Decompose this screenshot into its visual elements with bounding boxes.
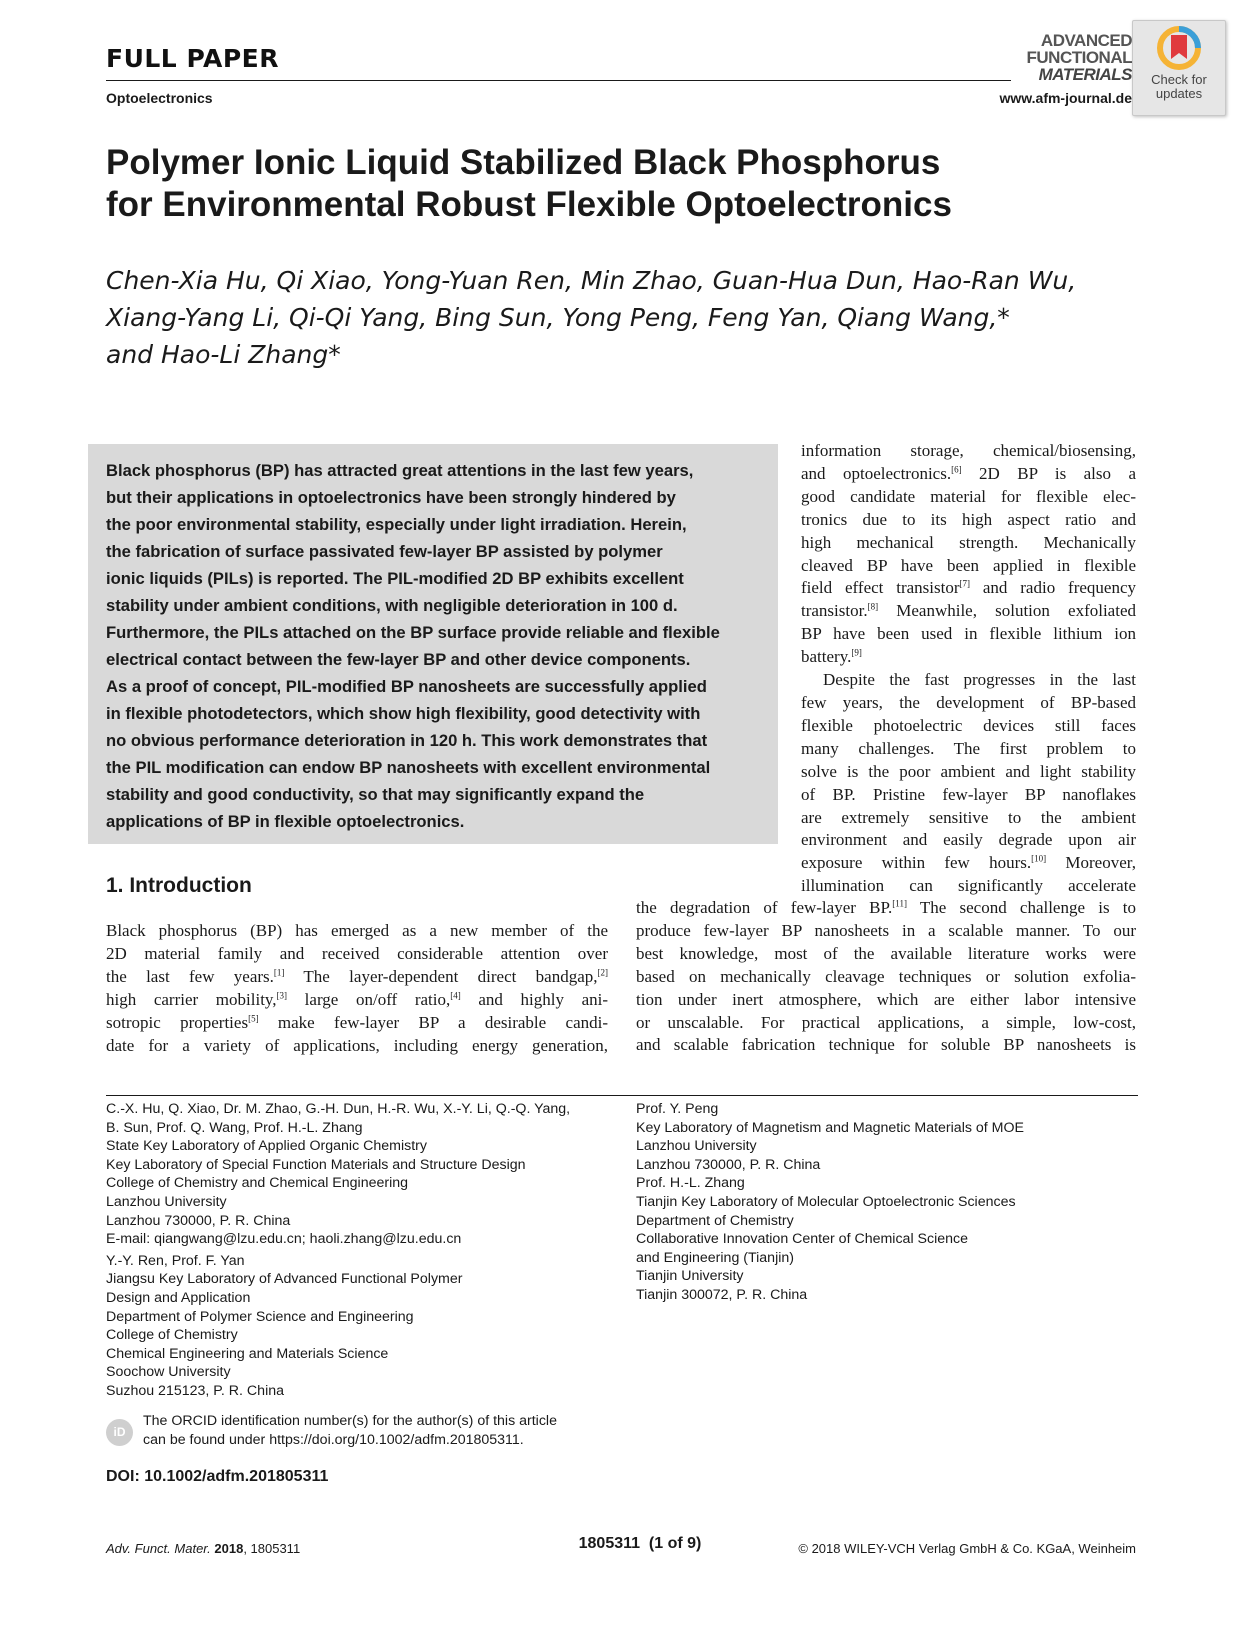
footnote-rule — [106, 1095, 1138, 1096]
subject-label: Optoelectronics — [106, 90, 213, 106]
footer-year: 2018 — [214, 1541, 244, 1556]
citation-link[interactable]: [7] — [959, 578, 971, 589]
check-for-updates-label-2: updates — [1155, 86, 1203, 101]
body-line: date for a variety of applications, including energy generation, — [106, 1035, 608, 1055]
affiliations-left — [106, 1100, 616, 1401]
affiliation-line: Key Laboratory of Magnetism and Magnetic Materials of MOE — [636, 1119, 1024, 1136]
affiliation-line: Tianjin 300072, P. R. China — [636, 1286, 808, 1303]
citation-link[interactable]: [10] — [1031, 853, 1047, 864]
affiliation-line: Prof. H.-L. Zhang — [636, 1175, 745, 1192]
affiliation-line: C.-X. Hu, Q. Xiao, Dr. M. Zhao, G.-H. Dun, H.-R. Wu, X.-Y. Li, Q.-Q. Yang, — [106, 1101, 571, 1117]
footer-citation — [106, 1541, 300, 1556]
affiliation-line: College of Chemistry — [106, 1327, 238, 1344]
author-line: and Hao-Li Zhang* — [106, 340, 341, 369]
citation-link[interactable]: [1] — [273, 967, 285, 978]
affiliation-line: Key Laboratory of Special Function Materials and Structure Design — [106, 1156, 526, 1173]
body-line: exposure within few hours.[10] Moreover, — [801, 853, 1136, 873]
body-column-right-bottom — [636, 897, 1136, 1057]
journal-logo[interactable] — [1014, 32, 1132, 83]
abstract-line: electrical contact between the few-layer BP and other device components. — [106, 650, 691, 669]
body-line: BP have been used in flexible lithium ion — [801, 624, 1136, 644]
abstract-line: but their applications in optoelectronics have been strongly hindered by — [106, 488, 676, 507]
affiliation-line: Lanzhou University — [106, 1193, 227, 1210]
abstract-line: the poor environmental stability, especially under light irradiation. Herein, — [106, 515, 687, 534]
affiliation-line: Lanzhou 730000, P. R. China — [636, 1156, 821, 1173]
body-line: based on mechanically cleavage techniques or solution exfolia- — [636, 966, 1136, 986]
abstract-line: the fabrication of surface passivated few-layer BP assisted by polymer — [106, 542, 663, 561]
body-line: tronics due to its high aspect ratio and — [801, 509, 1136, 529]
article-title — [106, 142, 1116, 226]
affiliation-line: Department of Chemistry — [636, 1212, 794, 1229]
body-line: illumination can significantly accelerate — [801, 876, 1136, 896]
title-line: for Environmental Robust Flexible Optoelectronics — [106, 185, 952, 224]
citation-link[interactable]: [6] — [951, 464, 962, 475]
abstract-line: applications of BP in flexible optoelectronics. — [106, 812, 465, 831]
crossmark-icon — [1156, 25, 1202, 71]
body-line: flexible photoelectric devices still faces — [801, 715, 1136, 735]
section-tag: FULL PAPER — [106, 44, 279, 73]
body-line: field effect transistor[7] and radio frequency — [801, 578, 1137, 598]
affiliation-line: and Engineering (Tianjin) — [636, 1249, 794, 1266]
affiliation-line: Soochow University — [106, 1364, 231, 1381]
body-line: high carrier mobility,[3] large on/off ratio,[4] and highly ani- — [106, 989, 609, 1009]
body-line: 2D material family and received considerable attention over — [106, 943, 608, 963]
title-line: Polymer Ionic Liquid Stabilized Black Phosphorus — [106, 143, 941, 182]
body-line: the degradation of few-layer BP.[11] The second challenge is to — [636, 898, 1136, 917]
citation-link[interactable]: [3] — [276, 990, 288, 1001]
email-line[interactable]: E-mail: qiangwang@lzu.edu.cn; haoli.zhang@lzu.edu.cn — [106, 1231, 462, 1248]
abstract-line: no obvious performance deterioration in 120 h. This work demonstrates that — [106, 731, 708, 750]
journal-logo-line-2: FUNCTIONAL — [1026, 48, 1132, 67]
body-line: Black phosphorus (BP) has emerged as a new member of the — [106, 921, 608, 940]
body-line: battery.[9] — [801, 647, 862, 667]
affiliation-line: Collaborative Innovation Center of Chemical Science — [636, 1231, 969, 1248]
footer-article-number: , 1805311 — [243, 1541, 301, 1556]
abstract-line: the PIL modification can endow BP nanosheets with excellent environmental — [106, 758, 711, 777]
body-column-right-top — [801, 440, 1136, 898]
check-for-updates-label-1: Check for — [1151, 72, 1207, 87]
affiliation-line: College of Chemistry and Chemical Engineering — [106, 1175, 409, 1192]
body-line: tion under inert atmosphere, which are either labor intensive — [636, 989, 1136, 1009]
journal-logo-line-3: MATERIALS — [1038, 65, 1132, 84]
orcid-link[interactable]: can be found under https://doi.org/10.1002/adfm.201805311. — [143, 1431, 524, 1448]
body-line: and scalable fabrication technique for soluble BP nanosheets is — [636, 1035, 1136, 1055]
abstract-line: As a proof of concept, PIL-modified BP nanosheets are successfully applied — [106, 677, 707, 696]
body-line: transistor.[8] Meanwhile, solution exfoliated — [801, 601, 1136, 621]
affiliation-line: Department of Polymer Science and Engineering — [106, 1308, 414, 1325]
abstract-line: Black phosphorus (BP) has attracted great attentions in the last few years, — [106, 461, 694, 480]
orcid-line: The ORCID identification number(s) for the author(s) of this article — [143, 1413, 557, 1429]
body-line: and optoelectronics.[6] 2D BP is also a — [801, 463, 1136, 483]
citation-link[interactable]: [9] — [851, 647, 862, 658]
affiliation-line: Chemical Engineering and Materials Science — [106, 1345, 389, 1362]
affiliation-line: Lanzhou 730000, P. R. China — [106, 1212, 291, 1229]
affiliation-line: Jiangsu Key Laboratory of Advanced Functional Polymer — [106, 1271, 463, 1288]
body-line: the last few years.[1] The layer-dependent direct bandgap,[2] — [106, 966, 608, 986]
affiliation-line: Tianjin Key Laboratory of Molecular Optoelectronic Sciences — [636, 1193, 1016, 1210]
orcid-note — [143, 1412, 557, 1449]
body-line: many challenges. The first problem to — [801, 738, 1136, 758]
abstract-text — [106, 457, 766, 835]
body-line: produce few-layer BP nanosheets in a scalable manner. To our — [636, 920, 1136, 940]
footer-journal: Adv. Funct. Mater. — [106, 1541, 211, 1556]
affiliation-line: Prof. Y. Peng — [636, 1101, 719, 1117]
citation-link[interactable]: [5] — [248, 1012, 259, 1023]
author-line: Chen-Xia Hu, Qi Xiao, Yong-Yuan Ren, Min Zhao, Guan-Hua Dun, Hao-Ran Wu, — [106, 266, 1077, 295]
affiliations-right — [636, 1100, 1136, 1305]
body-line: or unscalable. For practical applications, a simple, low-cost, — [636, 1012, 1136, 1032]
author-line: Xiang-Yang Li, Qi-Qi Yang, Bing Sun, Yong Peng, Feng Yan, Qiang Wang,* — [106, 303, 1010, 332]
body-line: cleaved BP have been applied in flexible — [801, 555, 1136, 575]
citation-link[interactable]: [11] — [892, 898, 907, 909]
citation-link[interactable]: [2] — [597, 967, 608, 978]
section-heading-introduction: 1. Introduction — [106, 874, 252, 897]
author-list — [106, 262, 1126, 373]
body-column-left — [106, 920, 608, 1057]
abstract-line: ionic liquids (PILs) is reported. The PIL-modified 2D BP exhibits excellent — [106, 569, 684, 588]
abstract-line: stability and good conductivity, so that may significantly expand the — [106, 785, 645, 804]
journal-url-link[interactable]: www.afm-journal.de — [999, 90, 1132, 106]
abstract-line: stability under ambient conditions, with negligible deterioration in 100 d. — [106, 596, 678, 615]
affiliation-line: Tianjin University — [636, 1268, 744, 1285]
body-line: sotropic properties[5] make few-layer BP a desirable candi- — [106, 1012, 608, 1032]
body-line: few years, the development of BP-based — [801, 692, 1136, 712]
body-line: environment and easily degrade upon air — [801, 830, 1136, 850]
check-for-updates-button[interactable] — [1132, 20, 1226, 116]
page-number: 1805311 (1 of 9) — [578, 1535, 702, 1552]
body-line: information storage, chemical/biosensing, — [801, 441, 1136, 460]
body-line: good candidate material for flexible elec- — [801, 486, 1136, 506]
affiliation-line: Suzhou 215123, P. R. China — [106, 1382, 285, 1399]
affiliation-line: B. Sun, Prof. Q. Wang, Prof. H.-L. Zhang — [106, 1119, 363, 1136]
citation-link[interactable]: [8] — [867, 601, 879, 612]
citation-link[interactable]: [4] — [450, 990, 461, 1001]
abstract-line: Furthermore, the PILs attached on the BP surface provide reliable and flexible — [106, 623, 720, 642]
body-line: high mechanical strength. Mechanically — [801, 532, 1136, 552]
doi-link[interactable]: DOI: 10.1002/adfm.201805311 — [106, 1468, 329, 1485]
body-line: solve is the poor ambient and light stability — [801, 761, 1136, 781]
body-line: Despite the fast progresses in the last — [823, 670, 1136, 690]
abstract-line: in flexible photodetectors, which show high flexibility, good detectivity with — [106, 704, 701, 723]
affiliation-line: State Key Laboratory of Applied Organic Chemistry — [106, 1138, 427, 1155]
orcid-icon: iD — [106, 1419, 133, 1446]
affiliation-line: Design and Application — [106, 1289, 251, 1306]
body-line: are extremely sensitive to the ambient — [801, 807, 1136, 827]
affiliation-line: Y.-Y. Ren, Prof. F. Yan — [106, 1252, 245, 1269]
body-line: best knowledge, most of the available literature works were — [636, 943, 1136, 963]
copyright-notice: © 2018 WILEY-VCH Verlag GmbH & Co. KGaA, Weinheim — [798, 1541, 1136, 1556]
journal-logo-line-1: ADVANCED — [1040, 31, 1132, 50]
affiliation-line: Lanzhou University — [636, 1138, 757, 1155]
body-line: of BP. Pristine few-layer BP nanoflakes — [801, 784, 1136, 804]
header-rule — [106, 80, 1011, 81]
